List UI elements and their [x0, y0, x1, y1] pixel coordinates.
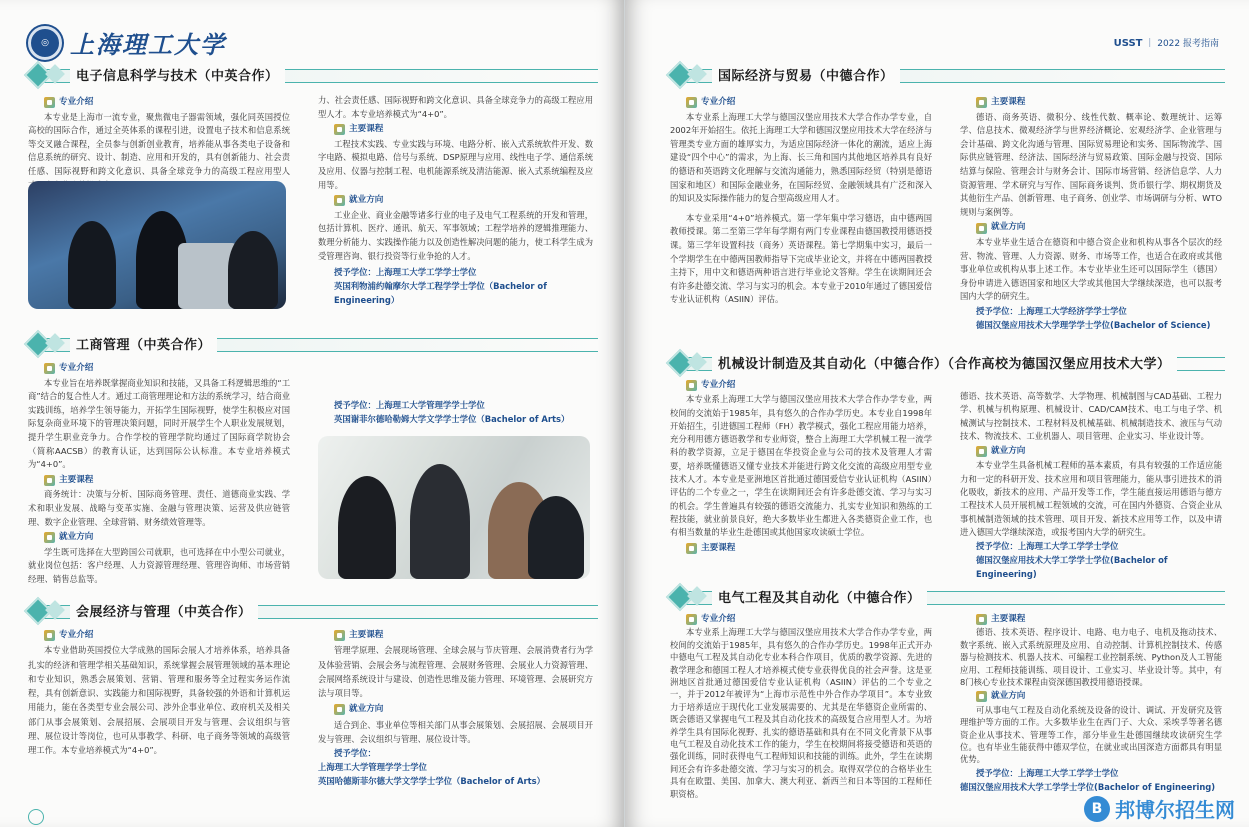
course-block: 主要课程 德语、技术英语、程序设计、电路、电力电子、电机及拖动技术、数字系统、嵌入式系统原理及应用、自动控制、计算机控制技术、传感器与检测技术、机器人技术、可编程工业控制系统、Python及人工智能应用、工程师技能训练、项目设计、工业实习、毕业设计等。其中，有8门核心专业技术课程由资深德国教授用德语授课。 就业方向 可从事电气工程及自动化系统及设备的设计、调试、开发研究及管理维护等方面的工作。大多数毕业生在西门子、大众、采埃孚等著名德资企业从事技术、管理等工作，部分毕业生赴德国继续攻读研究生学位。也有毕业生能获得中德双学位，在就业或出国深造方面都具有明显优势。 授予学位：上海理工大学工学学士学位 德国汉堡应用技术大学工学学士学位(Bachelor of Engineering) — [960, 614, 1222, 792]
degree-foreign: 英国哈德斯菲尔德大学文学学士学位（Bachelor of Arts） — [318, 776, 545, 787]
section-header — [28, 333, 598, 355]
intro-text: 本专业系上海理工大学与德国汉堡应用技术大学合作办学专业，自2002年开始招生。依托上海理工大学和德国汉堡应用技术大学在经济与管理类专业方面的雄厚实力，为适应国际经济一体化的潮流，适应上海建设“四个中心”的需求，为上海、长三角和国内其他地区培养具有良好的德语和英语跨文化理解与交流沟通能力，熟悉国际经贸（特别是德语国家和地区）和国际金融业务，在国际经贸、金融领域具有广泛和深入的知识及实际操作能力的复合型高级应用人才。 — [670, 111, 932, 204]
degree-block — [318, 372, 593, 426]
section-title: 工商管理（中英合作） — [70, 334, 217, 353]
courses-text: 商务统计：决策与分析、国际商务管理、责任、道德商业实践、学术和职业发展、战略与变革实施、金融与管理决策、运营及供应链管理、数字企业管理、全球营销、财务绩效管理等。 — [28, 489, 290, 527]
book-icon — [44, 97, 55, 108]
briefcase-icon — [334, 704, 345, 715]
intro-text: 本专业系上海理工大学与德国汉堡应用技术大学合作办学专业，两校间的交流始于1985年，具有悠久的合作办学历史。本专业自1998年开始招生，引进德国工程师（FH）教学模式，强化工程应用能力培养，充分利用德方德语教学和专业师资，整合上海理工大学机械工程一流学科的教学资源，立足于德国在华投资企业与公司的技术及管理人才需要，培养既懂德语又懂专业技术并能进行跨文化交流的高级应用型专业技术人才。本专业是亚洲地区首批通过德国爱信专业认证机构（ASIIN）评估的二个专业之一，学生在读期间还会有许多赴德交流、学习与实习的机会。学生普遍具有较强的德语交流能力、扎实专业知识和熟练的工程技能，就业前景良好，绝大多数毕业生都进入各类德资企业工作，也有相当数量的毕业生赴德国或其他国家攻读硕士学位。 — [670, 394, 932, 538]
photo-robot-lab — [28, 181, 286, 309]
photo-students — [318, 436, 590, 579]
courses-text: 德语、商务英语、微积分、线性代数、概率论、数理统计、运筹学、信息技术、微观经济学与世界经济概论、宏观经济学、企业管理与会计基础、跨文化沟通与管理、国际贸易理论和实务、国际物流学、国际供应链管理、经济法、国际经济与贸易政策、国际金融与投资、国际结算与保险、管理会计与财务会计、国际市场营销、经济信息学、人力资源管理、学术研究与写作、国际商务谈判、货币银行学、期权期货及其他衍生产品、创新管理、电子商务、创业学、市场调研与分析、WTO规则与案例等。 — [960, 111, 1222, 217]
degree-foreign: 德国汉堡应用技术大学理学学士学位(Bachelor of Science) — [976, 319, 1211, 330]
intro-text: 本专业是上海市一流专业，聚焦微电子器需领域，强化同英国授位高校的国际合作，通过全英体系的课程引进，设置电子技术和信息系统等交叉融合课程，全员参与创新创业教育，培养能从事各类电子设备和信息系统的研究、设计、制造、应用和开发的，具有创新能力、社会责任感、国际视野和跨文化意识、具备全球竞争力的高级工程应用型人 — [28, 111, 290, 176]
section-title: 机械设计制造及其自动化（中德合作）（合作高校为德国汉堡应用技术大学） — [712, 353, 1177, 372]
intro-block: 专业介绍 本专业系上海理工大学与德国汉堡应用技术大学合作办学专业，两校间的交流始于1985年，具有悠久的合作办学历史。1998年正式开办中德电气工程及其自动化专业本科合作项目，优质的教学资源、先进的教学理念和德国工程人才培养模式使专业获得优良的社会声誉。这是亚洲地区首批通过德国爱信专业认证机构（ASIIN）评估的二个专业之一，并于2012年被评为“上海市示范性中外合作办学项目”。本专业致力于培养适应于现代化工业发展需要的、尤其是在华德资企业所需的、既会德语又掌握电气工程及其自动化技术的高级复合应用型人才。为培养学生具有国际化视野、扎实的德语基础和具有在不同文化背景下从事电气工程及自动化技术工作的能力，学生在校期间将接受德语和英语的强化训练，同时获得电气工程师知识和技能的训练。此外，学生在读期间还会有许多赴德交流、学习与实习的机会。取得双学位的合格毕业生具有在欧盟、美国、加拿大、澳大利亚、新西兰和日本等国的工程师任职资格。 — [670, 614, 932, 799]
career-text: 学生既可选择在大型跨国公司就职，也可选择在中小型公司就业，就业岗位包括：客户经理、人力资源管理经理、管理咨询师、市场营销经理、销售总监等。 — [28, 546, 290, 584]
career-text: 可从事电气工程及自动化系统及设备的设计、调试、开发研究及管理维护等方面的工作。大多数毕业生在西门子、大众、采埃孚等著名德资企业从事技术、管理等工作，部分毕业生赴德国继续攻读研究生学位。也有毕业生能获得中德双学位，在就业或出国深造方面都具有明显优势。 — [960, 704, 1222, 765]
course-block: 力、社会责任感、国际视野和跨文化意识、具备全球竞争力的高级工程应用型人才。本专业培养模式为“4+0”。 主要课程 工程技术实践、专业实践与环境、电路分析、嵌入式系统软件开发、数字电路、模拟电路、信号与系统、DSP原理与应用、线性电子学、通信系统及应用、仪器与控制工程、电机能源系统及清洁能源、嵌入式系统编程及应用等。 就业方向 工业企业、商业金融等诸多行业的电子及电气工程系统的开发和管理，包括计算机、医疗、通讯、航天、军事领域；工程学培养的逻辑推理能力、数理分析能力、实践操作能力以及创造性解决问题的能力，使工科学生成为受管理咨询、银行投资等行业争抢的人才。 授予学位：上海理工大学工学学士学位 英国利物浦约翰摩尔大学工程学学士学位（Bachelor of Engineering） — [318, 95, 593, 306]
book-icon — [686, 97, 697, 108]
briefcase-icon — [334, 195, 345, 206]
watermark: B 邦博尔招生网 — [1084, 794, 1235, 823]
intro-text: 本专业借助英国授位大学成熟的国际会展人才培养体系，培养具备扎实的经济和管理学相关基础知识，系统掌握会展管理领域的基本理论和专业知识，熟悉会展策划、营销、管理和服务等全过程实务运作流程，具有创新意识、实践能力和国际视野，具备较强的外语和计算机运用能力，能在各类型专业会展公司、涉外企事业单位、政府机关及相关部门从事会展策划、会展招展、会展项目开发与管理、会议组织与管理、展位设计等岗位，也可从事教学、科研、电子商务等领域的高级管理工作。本专业培养模式为“4+0”。 — [28, 645, 290, 756]
courses-text: 管理学原理、会展现场管理、全球会展与节庆管理、会展消费者行为学及体验营销、会展会务与流程管理、会展财务管理、会展业人力资源管理、会展网络系统设计与建设、创造性思维及能力管理、环境管理、会展研究方法与项目等。 — [318, 645, 593, 699]
section-title: 国际经济与贸易（中德合作） — [712, 65, 900, 84]
briefcase-icon — [44, 532, 55, 543]
header-guide: USST ｜ 2022 报考指南 — [1113, 38, 1219, 49]
book-icon — [334, 630, 345, 641]
intro-text-2: 本专业采用“4+0”培养模式。第一学年集中学习德语，由中德两国教师授课。第二至第三学年每学期有两门专业课程由德国教授用德语授课。第三学年设置科技（商务）英语课程。第七学期集中实习，最后一个学期学生在中德两国教师指导下完成毕业论文，并将在中德两国教授主持下，用中文和德语两种语言进行毕业论文答辩。学生在读期间还会有许多赴德交流、学习与实习的机会。本专业于2010年通过了德国爱信专业认证机构（ASIIN）评估。 — [670, 212, 932, 305]
left-page — [0, 0, 624, 827]
courses-text: 德语、技术英语、程序设计、电路、电力电子、电机及拖动技术、数字系统、嵌入式系统原理及应用、自动控制、计算机控制技术、传感器与检测技术、机器人技术、可编程工业控制系统、Python及人工智能应用、工程师技能训练、项目设计、工业实习、毕业设计等。其中，有8门核心专业技术课程由资深德国教授用德语授课。 — [960, 627, 1222, 688]
book-icon — [686, 614, 697, 625]
intro-text: 本专业系上海理工大学与德国汉堡应用技术大学合作办学专业，两校间的交流始于1985年，具有悠久的合作办学历史。1998年正式开办中德电气工程及其自动化专业本科合作项目，优质的教学资源、先进的教学理念和德国工程人才培养模式使专业获得优良的社会声誉。这是亚洲地区首批通过德国爱信专业认证机构（ASIIN）评估的二个专业之一，并于2012年被评为“上海市示范性中外合作办学项目”。本专业致力于培养适应于现代化工业发展需要的、尤其是在华德资企业所需的、既会德语又掌握电气工程及其自动化技术的高级复合应用型人才。为培养学生具有国际化视野、扎实的德语基础和具有在不同文化背景下从事电气工程及自动化技术工作的能力，学生在校期间将接受德语和英语的强化训练，同时获得电气工程师知识和技能的训练。此外，学生在读期间还会有许多赴德交流、学习与实习的机会。取得双学位的合格毕业生具有在欧盟、美国、加拿大、澳大利亚、新西兰和日本等国的工程师任职资格。 — [670, 627, 932, 799]
seal-icon: ◎ — [28, 26, 62, 60]
watermark-logo-icon: B — [1084, 796, 1110, 822]
briefcase-icon — [976, 223, 987, 234]
course-block: 德语、技术英语、高等数学、大学物理、机械制图与CAD基础、工程力学、机械与机构原理、机械设计、CAD/CAM技术、电工与电子学、机械测试与控制技术、工程材料及机械基础、机械制造技术、液压与气动技术、物流技术、工业机器人、项目管理、企业实习、毕业设计等。 就业方向 本专业学生具备机械工程师的基本素质，有具有较强的工作适应能力和一定的科研开发、技术应用和项目管理能力，能从事引进技术的消化吸收，新技术的应用、产品开发等工作，学生能直接运用德语与德方工程技术人员开展机械工程领域的交流，可在国内外德资、合资企业从事机械制造领域的技术管理、项目开发、新技术应用等工作，以及申请进入德国大学继续深造，或报考国内大学的研究生。 授予学位：上海理工大学工学学士学位 德国汉堡应用技术大学工学学士学位(Bachelor of Engineering) — [960, 391, 1222, 580]
section-title: 会展经济与管理（中英合作） — [70, 601, 258, 620]
page-corner-icon — [28, 809, 44, 825]
degree-foreign: 英国利物浦约翰摩尔大学工程学学士学位（Bachelor of Engineering） — [334, 281, 547, 306]
intro-text: 本专业旨在培养既掌握商业知识和技能，又具备工科逻辑思维的“工商”结合的复合性人才。通过工商管理理论和方法的系统学习，结合商业实践训练，培养学生领导能力，开拓学生国际视野，使学生积极应对国际复杂商业环境下的管理决策问题，同时开展学生个人职业发展规划，提升学生职业竞争力。合作学校的管理学院均通过了国际商学院协会（简称AACSB）的教育认证，达到国际公认标准。本专业培养模式为“4+0”。 — [28, 377, 290, 470]
section-header — [670, 64, 1225, 86]
degree-foreign: 德国汉堡应用技术大学工学学士学位(Bachelor of Engineering) — [976, 555, 1168, 580]
book-icon — [686, 543, 697, 554]
university-logo — [28, 25, 226, 60]
book-icon — [686, 380, 697, 391]
book-icon — [44, 363, 55, 374]
intro-block: 专业介绍 本专业系上海理工大学与德国汉堡应用技术大学合作办学专业，自2002年开始招生。依托上海理工大学和德国汉堡应用技术大学在经济与管理类专业方面的雄厚实力，为适应国际经济一体化的潮流，适应上海建设“四个中心”的需求，为上海、长三角和国内其他地区培养具有良好的德语和英语跨文化理解与交流沟通能力，熟悉国际经贸（特别是德语国家和地区）和国际金融业务，在国际经贸、金融领域具有广泛和深入的知识及实际操作能力的复合型高级应用人才。 本专业采用“4+0”培养模式。第一学年集中学习德语，由中德两国教师授课。第二至第三学年每学期有两门专业课程由德国教授用德语授课。第三学年设置科技（商务）英语课程。第七学期集中实习，最后一个学期学生在中德两国教师指导下完成毕业论文，并将在中德两国教授主持下，用中文和德语两种语言进行毕业论文答辩。学生在读期间还会有许多赴德交流、学习与实习的机会。本专业于2010年通过了德国爱信专业认证机构（ASIIN）评估。 — [670, 94, 932, 307]
courses-text: 工程技术实践、专业实践与环境、电路分析、嵌入式系统软件开发、数字电路、模拟电路、信号与系统、DSP原理与应用、线性电子学、通信系统及应用、仪器与控制工程、电机能源系统及清洁能源、嵌入式系统编程及应用等。 — [318, 138, 593, 190]
degree-label: 授予学位：上海理工大学工学学士学位 — [976, 767, 1119, 778]
book-icon — [334, 124, 345, 135]
briefcase-icon — [976, 446, 987, 457]
degree-foreign: 德国汉堡应用技术大学工学学士学位(Bachelor of Engineering) — [960, 781, 1216, 792]
degree-label: 授予学位： — [334, 748, 376, 759]
career-text: 本专业毕业生适合在德资和中德合资企业和机构从事各个层次的经营、物流、管理、人力资源、财务、市场等工作，也适合在政府或其他事业单位或机构从事上述工作。本专业毕业生还可以国际学生（德国）身份申请进入德语国家和地区大学或其他国大学继续深造，也可以报考国内大学的研究生。 — [960, 236, 1222, 302]
section-header — [670, 352, 1225, 374]
right-page — [625, 0, 1249, 827]
career-text: 工业企业、商业金融等诸多行业的电子及电气工程系统的开发和管理，包括计算机、医疗、通讯、航天、军事领域；工程学培养的逻辑推理能力、数理分析能力、实践操作能力以及创造性解决问题的能力，使工科学生成为受管理咨询、银行投资等行业争抢的人才。 — [318, 209, 593, 261]
university-name: 上海理工大学 — [70, 30, 226, 59]
intro-block: 专业介绍 本专业是上海市一流专业，聚焦微电子器需领域，强化同英国授位高校的国际合作，通过全英体系的课程引进，设置电子技术和信息系统等交叉融合课程，全员参与创新创业教育，培养能从事各类电子设备和信息系统的研究、设计、制造、应用和开发的，具有创新能力、社会责任感、国际视野和跨文化意识、具备全球竞争力的高级工程应用型人 — [28, 94, 290, 192]
book-icon — [44, 630, 55, 641]
career-text: 本专业学生具备机械工程师的基本素质，有具有较强的工作适应能力和一定的科研开发、技术应用和项目管理能力，能从事引进技术的消化吸收，新技术的应用、产品开发等工作，学生能直接运用德语与德方工程技术人员开展机械工程领域的交流，可在国内外德资、合资企业从事机械制造领域的技术管理、项目开发、新技术应用等工作，以及申请进入德国大学继续深造，或报考国内大学的研究生。 — [960, 460, 1222, 537]
courses-text: 德语、技术英语、高等数学、大学物理、机械制图与CAD基础、工程力学、机械与机构原理、机械设计、CAD/CAM技术、电工与电子学、机械测试与控制技术、工程材料及机械基础、机械制造技术、液压与气动技术、物流技术、工业机器人、项目管理、企业实习、毕业设计等。 — [960, 391, 1222, 441]
section-header — [670, 586, 1225, 608]
degree-foreign: 英国谢菲尔德哈勒姆大学文学学士学位（Bachelor of Arts） — [334, 414, 570, 424]
book-icon — [976, 614, 987, 625]
degree-local: 上海理工大学管理学学士学位 — [318, 762, 427, 773]
intro-block: 专业介绍 本专业借助英国授位大学成熟的国际会展人才培养体系，培养具备扎实的经济和管理学相关基础知识，系统掌握会展管理领域的基本理论和专业知识，熟悉会展策划、营销、管理和服务等全过程实务运作流程，具有创新意识、实践能力和国际视野，具备较强的外语和计算机运用能力，能在各类型专业会展公司、涉外企事业单位、政府机关及相关部门从事会展策划、会展招展、会展项目开发与管理、会议组织与管理、展位设计等岗位，也可从事教学、科研、电子商务等领域的高级管理工作。本专业培养模式为“4+0”。 — [28, 626, 290, 758]
briefcase-icon — [976, 691, 987, 702]
intro-text-cont: 力、社会责任感、国际视野和跨文化意识、具备全球竞争力的高级工程应用型人才。本专业培养模式为“4+0”。 — [318, 95, 593, 119]
book-icon — [44, 475, 55, 486]
degree-label: 授予学位：上海理工大学管理学学士学位 — [334, 400, 485, 410]
course-block: 主要课程 管理学原理、会展现场管理、全球会展与节庆管理、会展消费者行为学及体验营销、会展会务与流程管理、会展财务管理、会展业人力资源管理、会展网络系统设计与建设、创造性思维及能力管理、环境管理、会展研究方法与项目等。 就业方向 适合到企、事业单位等相关部门从事会展策划、会展招展、会展项目开发与管理、会议组织与管理、展位设计等。 授予学位： 上海理工大学管理学学士学位 英国哈德斯菲尔德大学文学学士学位（Bachelor of Arts） — [318, 630, 593, 787]
degree-label: 授予学位：上海理工大学工学学士学位 — [334, 267, 477, 278]
intro-block: 专业介绍 本专业旨在培养既掌握商业知识和技能，又具备工科逻辑思维的“工商”结合的复合性人才。通过工商管理理论和方法的系统学习，结合商业实践训练，培养学生领导能力，开拓学生国际视野，使学生积极应对国际复杂商业环境下的管理决策问题，同时开展学生个人职业发展规划，提升学生职业竞争力。合作学校的管理学院均通过了国际商学院协会（简称AACSB）的教育认证，达到国际公认标准。本专业培养模式为“4+0”。 主要课程 商务统计：决策与分析、国际商务管理、责任、道德商业实践、学术和职业发展、战略与变革实施、金融与管理决策、运营及供应链管理、数字企业管理、全球营销、财务绩效管理等。 就业方向 学生既可选择在大型跨国公司就职，也可选择在中小型公司就业，就业岗位包括：客户经理、人力资源管理经理、管理咨询师、市场营销经理、销售总监等。 — [28, 360, 290, 587]
section-header — [28, 64, 598, 86]
intro-block: 专业介绍 本专业系上海理工大学与德国汉堡应用技术大学合作办学专业，两校间的交流始于1985年，具有悠久的合作办学历史。本专业自1998年开始招生，引进德国工程师（FH）教学模式，强化工程应用能力培养，充分利用德方德语教学和专业师资，整合上海理工大学机械工程一流学科的教学资源，立足于德国在华投资企业与公司的技术及管理人才需要，培养既懂德语又懂专业技术并能进行跨文化交流的高级应用型专业技术人才。本专业是亚洲地区首批通过德国爱信专业认证机构（ASIIN）评估的二个专业之一，学生在读期间还会有许多赴德交流、学习与实习的机会。学生普遍具有较强的德语交流能力、扎实专业知识和熟练的工程技能，就业前景良好，绝大多数毕业生都进入各类德资企业工作，也有相当数量的毕业生赴德国或其他国家攻读硕士学位。 主要课程 — [670, 380, 932, 553]
career-text: 适合到企、事业单位等相关部门从事会展策划、会展招展、会展项目开发与管理、会议组织与管理、展位设计等。 — [318, 719, 593, 745]
degree-label: 授予学位：上海理工大学经济学学士学位 — [976, 305, 1127, 316]
section-header — [28, 600, 598, 622]
section-title: 电子信息科学与技术（中英合作） — [70, 65, 285, 84]
section-title: 电气工程及其自动化（中德合作） — [712, 587, 927, 606]
course-block: 主要课程 德语、商务英语、微积分、线性代数、概率论、数理统计、运筹学、信息技术、微观经济学与世界经济概论、宏观经济学、企业管理与会计基础、跨文化沟通与管理、国际贸易理论和实务、国际物流学、国际供应链管理、经济法、国际经济与贸易政策、国际金融与投资、国际结算与保险、管理会计与财务会计、国际市场营销、经济信息学、人力资源管理、学术研究与写作、国际商务谈判、货币银行学、期权期货及其他衍生产品、创新管理、电子商务、创业学、市场调研与分析、WTO规则与案例等。 就业方向 本专业毕业生适合在德资和中德合资企业和机构从事各个层次的经营、物流、管理、人力资源、财务、市场等工作，也适合在政府或其他事业单位或机构从事上述工作。本专业毕业生还可以国际学生（德国）身份申请进入德语国家和地区大学或其他国大学继续深造，也可以报考国内大学的研究生。 授予学位：上海理工大学经济学学士学位 德国汉堡应用技术大学理学学士学位(Bachelor of Science) — [960, 97, 1222, 330]
degree-label: 授予学位：上海理工大学工学学士学位 — [976, 541, 1119, 552]
book-icon — [976, 97, 987, 108]
